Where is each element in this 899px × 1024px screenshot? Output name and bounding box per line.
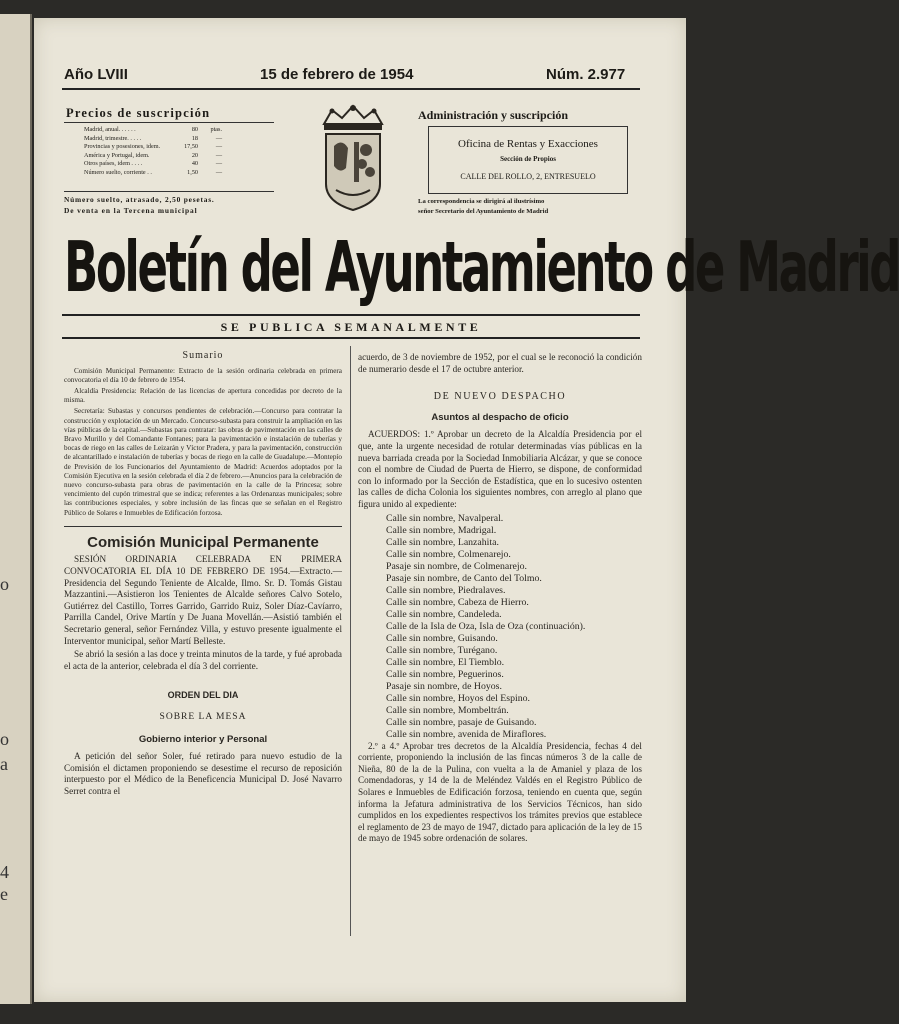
- commission-title: Comisión Municipal Permanente: [87, 533, 319, 551]
- street-entry: Calle sin nombre, Colmenarejo.: [386, 548, 511, 560]
- street-entry: Calle de la Isla de Oza, Isla de Oza (continuación).: [386, 620, 586, 632]
- bulletin-page: [34, 18, 899, 1002]
- madrid-coat-of-arms-icon: [310, 102, 396, 214]
- price-value: 18: [191, 134, 198, 142]
- masthead-rule-bottom: [62, 337, 640, 339]
- price-row: [84, 126, 274, 135]
- prices-table: [64, 122, 274, 192]
- order-of-day-title: ORDEN DEL DIA: [167, 690, 239, 701]
- summary-body: [64, 367, 342, 518]
- street-entry: Calle sin nombre, Guisando.: [386, 632, 498, 644]
- interior-section-title: Gobierno interior y Personal: [138, 733, 268, 745]
- summary-title: Sumario: [182, 350, 224, 361]
- street-entry: Calle sin nombre, Peguerinos.: [386, 668, 504, 680]
- street-entry: Calle sin nombre, Cabeza de Hierro.: [386, 596, 529, 608]
- price-value: 40: [191, 160, 198, 168]
- street-entry: Calle sin nombre, El Tiemblo.: [386, 656, 505, 668]
- price-value: 17,50: [184, 143, 198, 151]
- issue-year: Año LVIII: [64, 66, 128, 83]
- price-label: Número suelto, corriente . .: [84, 168, 152, 176]
- street-entry: Calle sin nombre, Mombeltrán.: [386, 704, 509, 716]
- agreement-paragraph: 2.º a 4.º Aprobar tres decretos de la Alcaldía Presidencia, fechas 4 del corriente, proponiendo la inclusión de las fincas números 3 de la calle de Nieña, 80 de la de la Pulina, con vuelta a la de Amaniel y plaza de los Comendadoras, y 14 de la de Meléndez Valdés en el Registro Público de Solares e Inmuebles de Edificación forzosa, teniendo en cuenta que, según informa la Jefatura administrativa de los Servicios Técnicos, han sido cumplidos en los expedientes respectivos los trámites previos que establece el reglamento de 23 de mayo de 1947, dictado para aplicación de la ley de 15 de mayo de 1945 sobre ordenación de solares.: [358, 740, 642, 844]
- street-entry: Calle sin nombre, Madrigal.: [386, 524, 497, 536]
- issue-date: 15 de febrero de 1954: [260, 66, 414, 83]
- masthead-title: Boletín del Ayuntamiento de Madrid: [64, 226, 899, 309]
- admin-note-1: La correspondencia se dirigirá al ilustrísimo: [418, 198, 545, 205]
- price-unit: ptas.: [210, 126, 222, 133]
- street-list: [358, 513, 642, 741]
- table-matters-title: SOBRE LA MESA: [159, 711, 247, 722]
- street-entry: Pasaje sin nombre, de Canto del Tolmo.: [386, 572, 542, 584]
- street-entry: Calle sin nombre, Hoyos del Espino.: [386, 692, 530, 704]
- summary-paragraph: Alcaldía Presidencia: Relación de las licencias de apertura concedidas por decreto de la misma.: [64, 387, 342, 405]
- price-row: [84, 152, 274, 161]
- issue-number: Núm. 2.977: [546, 66, 626, 83]
- price-label: Madrid, anual. . . . . .: [84, 126, 136, 133]
- price-unit: —: [215, 143, 222, 151]
- continuation-paragraph: acuerdo, de 3 de noviembre de 1952, por el cual se le reconoció la condición de numerario desde el 17 de octubre anterior.: [358, 352, 642, 374]
- admin-note-2: señor Secretario del Ayuntamiento de Madrid: [418, 208, 549, 215]
- street-entry: Calle sin nombre, Piedralaves.: [386, 584, 506, 596]
- price-label: América y Portugal, idem.: [84, 151, 150, 159]
- prices-note-1: Número suelto, atrasado, 2,50 pesetas.: [64, 195, 215, 204]
- admin-office: Oficina de Rentas y Exacciones: [458, 138, 598, 150]
- price-row: [84, 169, 274, 178]
- column-divider: [350, 346, 351, 936]
- new-business-heading: DE NUEVO DESPACHO: [433, 391, 567, 403]
- commission-paragraph: Se abrió la sesión a las doce y treinta minutos de la tarde, y fué aprobada el acta de la anterior, celebrada el día 3 del corriente.: [64, 649, 342, 671]
- facing-page-glyph: 4: [0, 862, 9, 882]
- admin-title: Administración y suscripción: [418, 108, 569, 122]
- street-entry: Calle sin nombre, pasaje de Guisando.: [386, 716, 537, 728]
- street-entry: Calle sin nombre, avenida de Miraflores.: [386, 728, 547, 740]
- price-label: Provincias y posesiones, idem.: [84, 143, 161, 151]
- price-unit: —: [215, 160, 222, 168]
- facing-page-glyph: o: [0, 729, 9, 749]
- price-unit: —: [215, 134, 222, 142]
- summary-paragraph: Comisión Municipal Permanente: Extracto de la sesión ordinaria celebrada en primera convocatoria el día 10 de febrero de 1954.: [64, 366, 342, 384]
- price-row: [84, 160, 274, 169]
- facing-page-glyph: a: [0, 754, 8, 774]
- price-value: 1,50: [187, 168, 198, 176]
- commission-paragraph: A petición del señor Soler, fué retirado para nuevo estudio de la Comisión el dictamen proponiendo se desestime el recurso de reposición interpuesto por el Médico de la Beneficencia Municipal D. José Navarro Serret contra el: [64, 751, 342, 796]
- street-entry: Pasaje sin nombre, de Colmenarejo.: [386, 560, 527, 572]
- street-entry: Calle sin nombre, Candeleda.: [386, 608, 502, 620]
- summary-paragraph: Secretaría: Subastas y concursos pendientes de celebración.—Concurso para contratar la construcción y explotación de un Mercado. Concurso-subasta para construir la ampliación en las vías públicas de la capital.—Subastas para contratar: las obras de pavimentación en las calles de Bravo Murillo y del Comandante Fontanes; para la pavimentación e instalación de tuberías y bocas de riego en las calles de Leizarán y Víctor Pradera, y para la pavimentación, construcción de alcantarillado e instalación de tuberías y bocas de riego en la calle de Guadalupe.—Montepío de Previsión de los Funcionarios del Ayuntamiento de Madrid: Acuerdos adoptados por la Comisión Ejecutiva en la sesión celebrada el día 2 de febrero.—Anuncios para la celebración de nuevo concurso-subasta para obras de pavimentación en la calle de la Princesa; sobre vencimiento del cupón trimestral que se indica; referentes a las Ordenanzas municipales; sobre las contribuciones especiales, y sobre inclusión de las fincas que se señalan en el Registro Público de Solares e Inmuebles de Edificación forzosa.: [64, 407, 342, 517]
- commission-paragraph: SESIÓN ORDINARIA CELEBRADA EN PRIMERA CONVOCATORIA EL DÍA 10 DE FEBRERO DE 1954.—Extracto.—Presidencia del Segundo Teniente de Alcalde, Ilmo. Sr. D. Tomás Gistau Mazzantini.—Asistieron los Tenientes de Alcalde señores Calvo Sotelo, Gutiérrez del Castillo, Torres Garrido, Garrido Ruiz, Soler Díaz-Cavíarro, Parrilla Candel, Orive Martín y De Juana Movellán.—Asistió también el Secretario general, señor Fernández Villa, y estuvo presente igualmente el Interventor municipal, señor Martí Belleste.: [64, 554, 342, 646]
- admin-section: Sección de Propios: [500, 155, 556, 163]
- admin-box: [428, 126, 628, 194]
- section-divider: [64, 526, 342, 527]
- price-unit: —: [215, 151, 222, 159]
- price-value: 20: [191, 151, 198, 159]
- admin-address: CALLE DEL ROLLO, 2, ENTRESUELO: [460, 172, 596, 181]
- office-matters-heading: Asuntos al despacho de oficio: [431, 411, 569, 423]
- street-entry: Calle sin nombre, Lanzahita.: [386, 536, 499, 548]
- publication-tagline: SE PUBLICA SEMANALMENTE: [220, 320, 482, 334]
- price-row: [84, 143, 274, 152]
- price-unit: —: [215, 168, 222, 176]
- prices-note-2: De venta en la Tercena municipal: [64, 206, 198, 215]
- facing-page-glyph: o: [0, 574, 9, 594]
- street-entry: Calle sin nombre, Navalperal.: [386, 512, 504, 524]
- price-value: 80: [191, 126, 198, 133]
- masthead-rule-top: [62, 314, 640, 316]
- price-row: [84, 135, 274, 144]
- agreement-paragraph: ACUERDOS: 1.º Aprobar un decreto de la Alcaldía Presidencia por el que, ante la urgente necesidad de rotular determinadas vías públicas en la nueva barriada creada por la Sociedad Inmobiliaria Alcázar, y que se conoce con el nombre de Ciudad de Puerta de Hierro, se dispone, de conformidad con lo informado por la Sección de Estadística, que en lo sucesivo ostenten las calles de dicha Colonia los siguientes nombres, con arreglo al plano que figura unido al expediente:: [358, 429, 642, 509]
- facing-page-edge: [0, 14, 32, 1004]
- price-label: Otros países, idem . . . .: [84, 160, 143, 168]
- street-entry: Pasaje sin nombre, de Hoyos.: [386, 680, 502, 692]
- left-column: [64, 350, 342, 800]
- price-label: Madrid, trimestre. . . . .: [84, 134, 142, 142]
- header-rule: [62, 88, 640, 90]
- prices-title: Precios de suscripción: [66, 106, 211, 120]
- street-entry: Calle sin nombre, Turégano.: [386, 644, 498, 656]
- right-column: [358, 352, 642, 847]
- facing-page-glyph: e: [0, 884, 8, 904]
